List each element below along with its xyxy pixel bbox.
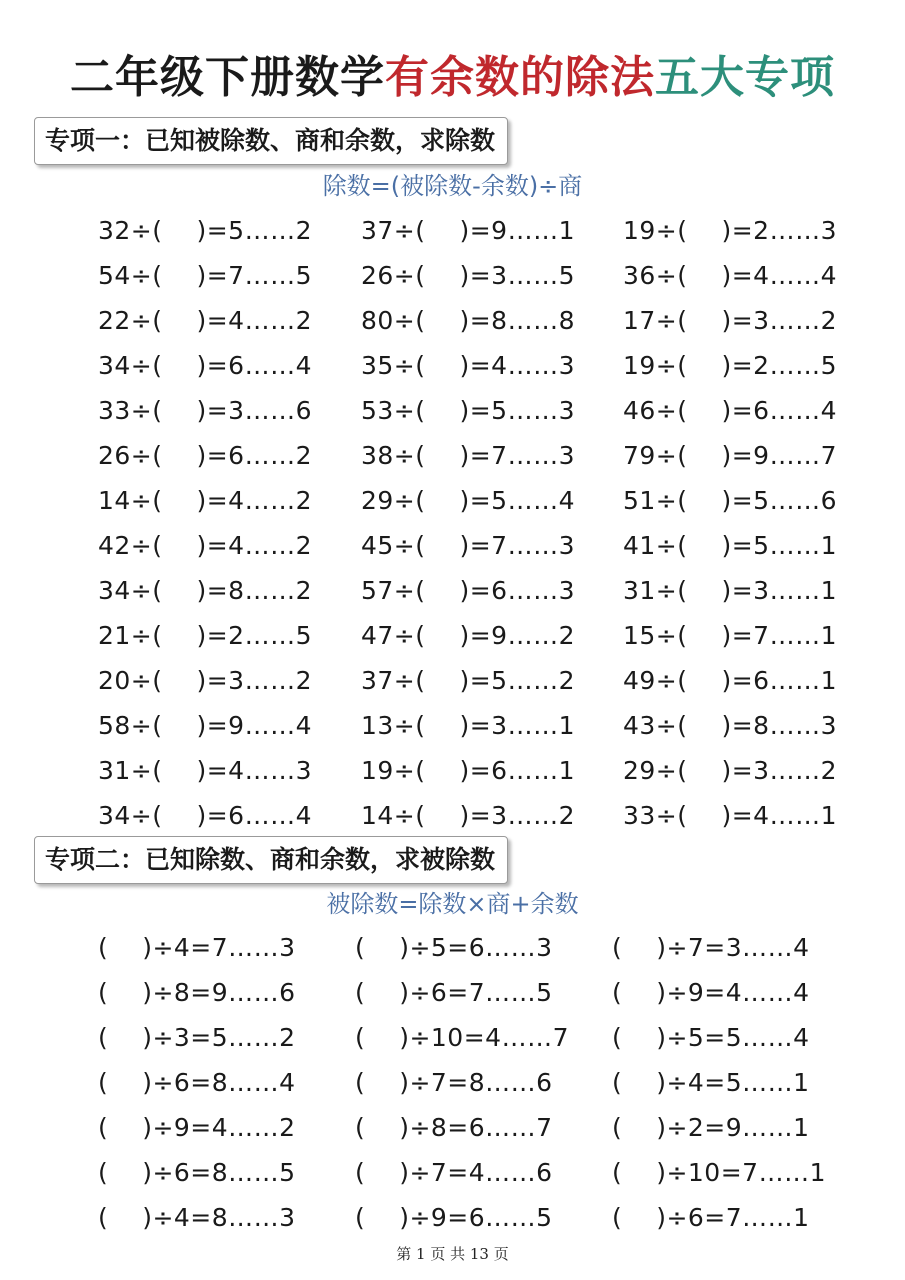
title-part-sections: 五大专项 (655, 52, 835, 103)
problem-row (0, 478, 905, 523)
division-problem: 31÷( )=3……1 (623, 576, 837, 605)
division-problem: 33÷( )=4……1 (623, 801, 837, 830)
division-problem: 19÷( )=6……1 (361, 756, 575, 785)
problem-row (0, 568, 905, 613)
division-problem: ( )÷5=5……4 (612, 1023, 810, 1052)
division-problem: ( )÷7=8……6 (355, 1068, 553, 1097)
division-problem: ( )÷4=5……1 (612, 1068, 810, 1097)
division-problem: 38÷( )=7……3 (361, 441, 575, 470)
division-problem: ( )÷5=6……3 (355, 933, 553, 962)
division-problem: 37÷( )=5……2 (361, 666, 575, 695)
division-problem: 33÷( )=3……6 (98, 396, 312, 425)
problem-row (0, 1015, 905, 1060)
division-problem: 14÷( )=3……2 (361, 801, 575, 830)
section2-formula: 被除数=除数×商+余数 (326, 890, 579, 918)
problem-row (0, 703, 905, 748)
division-problem: 34÷( )=6……4 (98, 351, 312, 380)
division-problem: 19÷( )=2……5 (623, 351, 837, 380)
problem-row (0, 970, 905, 1015)
problem-row (0, 658, 905, 703)
problem-row (0, 1060, 905, 1105)
division-problem: 17÷( )=3……2 (623, 306, 837, 335)
division-problem: 49÷( )=6……1 (623, 666, 837, 695)
division-problem: 53÷( )=5……3 (361, 396, 575, 425)
problem-row (0, 793, 905, 838)
division-problem: 22÷( )=4……2 (98, 306, 312, 335)
division-problem: 42÷( )=4……2 (98, 531, 312, 560)
problem-row (0, 433, 905, 478)
division-problem: 79÷( )=9……7 (623, 441, 837, 470)
problem-row (0, 1105, 905, 1150)
division-problem: 20÷( )=3……2 (98, 666, 312, 695)
division-problem: 34÷( )=6……4 (98, 801, 312, 830)
division-problem: ( )÷6=8……5 (98, 1158, 296, 1187)
division-problem: 51÷( )=5……6 (623, 486, 837, 515)
division-problem: ( )÷8=6……7 (355, 1113, 553, 1142)
division-problem: ( )÷9=4……4 (612, 978, 810, 1007)
problem-row (0, 343, 905, 388)
division-problem: 37÷( )=9……1 (361, 216, 575, 245)
problem-row (0, 388, 905, 433)
problem-row (0, 748, 905, 793)
division-problem: 35÷( )=4……3 (361, 351, 575, 380)
problem-row (0, 298, 905, 343)
division-problem: 46÷( )=6……4 (623, 396, 837, 425)
page-footer: 第 1 页 共 13 页 (396, 1245, 509, 1263)
division-problem: 57÷( )=6……3 (361, 576, 575, 605)
division-problem: 19÷( )=2……3 (623, 216, 837, 245)
division-problem: 14÷( )=4……2 (98, 486, 312, 515)
problem-row (0, 925, 905, 970)
division-problem: ( )÷10=4……7 (355, 1023, 569, 1052)
section2-heading: 专项二：已知除数、商和余数，求被除数 (34, 836, 508, 884)
division-problem: ( )÷10=7……1 (612, 1158, 826, 1187)
division-problem: ( )÷2=9……1 (612, 1113, 810, 1142)
division-problem: ( )÷4=8……3 (98, 1203, 296, 1232)
section1-formula: 除数=(被除数-余数)÷商 (322, 172, 583, 200)
division-problem: 32÷( )=5……2 (98, 216, 312, 245)
problem-row (0, 1195, 905, 1240)
division-problem: 45÷( )=7……3 (361, 531, 575, 560)
division-problem: 21÷( )=2……5 (98, 621, 312, 650)
division-problem: ( )÷7=3……4 (612, 933, 810, 962)
page-title (0, 48, 905, 108)
division-problem: 34÷( )=8……2 (98, 576, 312, 605)
division-problem: 43÷( )=8……3 (623, 711, 837, 740)
division-problem: 41÷( )=5……1 (623, 531, 837, 560)
problem-row (0, 613, 905, 658)
division-problem: ( )÷8=9……6 (98, 978, 296, 1007)
division-problem: 80÷( )=8……8 (361, 306, 575, 335)
problem-row (0, 208, 905, 253)
title-part-grade: 二年级下册数学 (70, 52, 385, 103)
division-problem: 36÷( )=4……4 (623, 261, 837, 290)
division-problem: ( )÷4=7……3 (98, 933, 296, 962)
division-problem: 15÷( )=7……1 (623, 621, 837, 650)
problem-row (0, 1150, 905, 1195)
division-problem: ( )÷6=7……1 (612, 1203, 810, 1232)
division-problem: ( )÷9=6……5 (355, 1203, 553, 1232)
division-problem: ( )÷6=7……5 (355, 978, 553, 1007)
problem-row (0, 253, 905, 298)
division-problem: 29÷( )=5……4 (361, 486, 575, 515)
division-problem: 13÷( )=3……1 (361, 711, 575, 740)
problem-row (0, 523, 905, 568)
division-problem: 31÷( )=4……3 (98, 756, 312, 785)
division-problem: 26÷( )=3……5 (361, 261, 575, 290)
division-problem: 54÷( )=7……5 (98, 261, 312, 290)
division-problem: 29÷( )=3……2 (623, 756, 837, 785)
division-problem: ( )÷9=4……2 (98, 1113, 296, 1142)
division-problem: ( )÷6=8……4 (98, 1068, 296, 1097)
division-problem: ( )÷3=5……2 (98, 1023, 296, 1052)
division-problem: 26÷( )=6……2 (98, 441, 312, 470)
title-part-topic: 有余数的除法 (385, 52, 655, 103)
division-problem: 47÷( )=9……2 (361, 621, 575, 650)
division-problem: 58÷( )=9……4 (98, 711, 312, 740)
section1-heading: 专项一：已知被除数、商和余数，求除数 (34, 117, 508, 165)
division-problem: ( )÷7=4……6 (355, 1158, 553, 1187)
